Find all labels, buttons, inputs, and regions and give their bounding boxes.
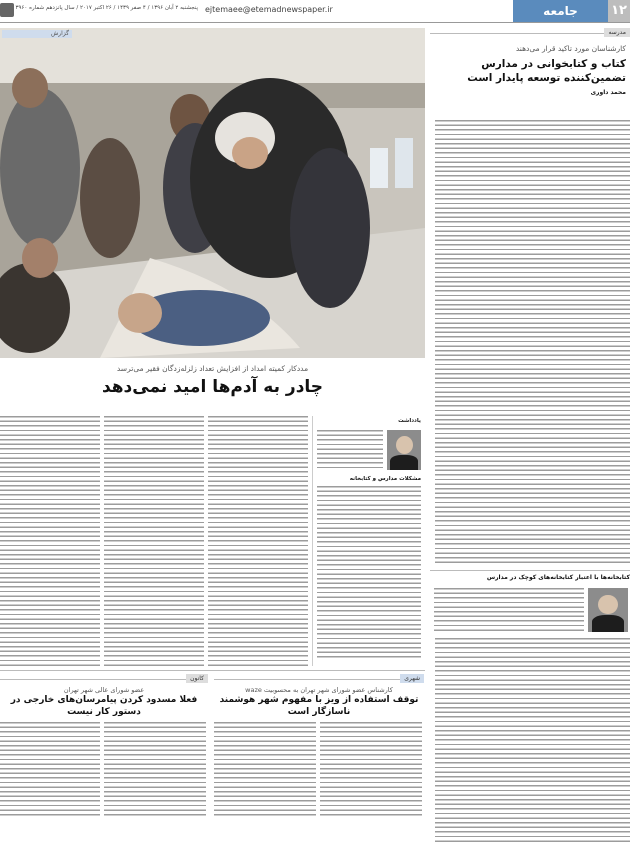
photo-tag-label: گزارش	[50, 30, 69, 37]
right-column	[430, 28, 630, 820]
bottom-mid-label	[214, 674, 424, 684]
bottom-left-headline: فعلا مسدود کردن پیامرسان‌های خارجی در دستور کار نیست	[10, 695, 198, 717]
middle-box-body	[317, 486, 421, 661]
bottom-mid-col-2	[320, 722, 422, 818]
main-article-col-2	[104, 416, 204, 666]
divider	[430, 570, 630, 571]
main-article-heading	[0, 360, 425, 412]
bottom-mid-headline: توقف استفاده از ویز با مفهوم شهر هوشمند ناسازگار است	[219, 695, 419, 717]
right-article-byline: محمد داوری	[590, 89, 626, 96]
main-article-kicker: مددکار کمیته امداد از افزایش تعداد زلزله‌زدگان فقیر می‌ترسد	[116, 364, 309, 373]
bottom-mid-kicker: کارشناس عضو شورای شهر تهران به محسوبیت waze	[245, 686, 393, 694]
bottom-mid-article	[214, 674, 424, 820]
right-article-2-intro	[434, 588, 584, 632]
middle-box	[312, 416, 425, 666]
dateline: پنجشنبه ۲ آبان ۱۳۹۶ / ۴ صفر ۱۴۳۹ / ۲۶ اکتبر ۲۰۱۷ / سال پانزدهم شماره ۳۹۶۰	[15, 5, 198, 11]
bottom-left-label	[0, 674, 208, 684]
right-article-2-headline: کتابخانه‌ها با اعتبار کتابخانه‌های کوچک در مدارس	[486, 574, 630, 581]
right-article-label	[430, 28, 630, 38]
section-title: جامعه	[513, 0, 608, 22]
bottom-left-col-2	[104, 722, 206, 818]
right-article-headline: کتاب و کتابخوانی در مدارس تضمین‌کننده توسعه پایدار است	[467, 58, 626, 84]
page-number: ۱۲	[608, 0, 630, 22]
page-header	[0, 0, 630, 23]
bottom-mid-col-1	[214, 722, 316, 818]
bottom-left-tag: کانون	[186, 674, 208, 683]
middle-box-subhead: مشکلات مدارس و کتابخانه	[349, 476, 421, 482]
photo-illustration	[0, 28, 425, 358]
main-article-headline: چادر به آدم‌ها امید نمی‌دهد	[101, 377, 324, 397]
bottom-left-kicker: عضو شورای عالی شهر تهران	[63, 686, 145, 694]
contact-email: ejtemaee@etemadnewspaper.ir	[205, 5, 333, 14]
bottom-divider	[0, 670, 425, 671]
middle-box-title: یادداشت	[398, 418, 421, 424]
right-article-tag: مدرسه	[604, 28, 630, 37]
photo-tag	[2, 30, 72, 38]
right-article-2-body	[435, 638, 630, 843]
bottom-left-col-1	[0, 722, 100, 818]
main-article-col-1	[0, 416, 100, 666]
middle-box-intro	[317, 430, 383, 470]
newspaper-logo	[0, 3, 14, 17]
bottom-mid-tag: شهری	[400, 674, 424, 683]
right-article-kicker: کارشناسان مورد تاکید قرار می‌دهند	[515, 44, 626, 53]
bottom-left-article	[0, 674, 208, 820]
middle-box-author-photo	[387, 430, 421, 470]
right-article-body	[435, 120, 630, 565]
author-photo	[588, 588, 628, 632]
earthquake-photo	[0, 28, 425, 358]
main-article-col-3	[208, 416, 308, 666]
